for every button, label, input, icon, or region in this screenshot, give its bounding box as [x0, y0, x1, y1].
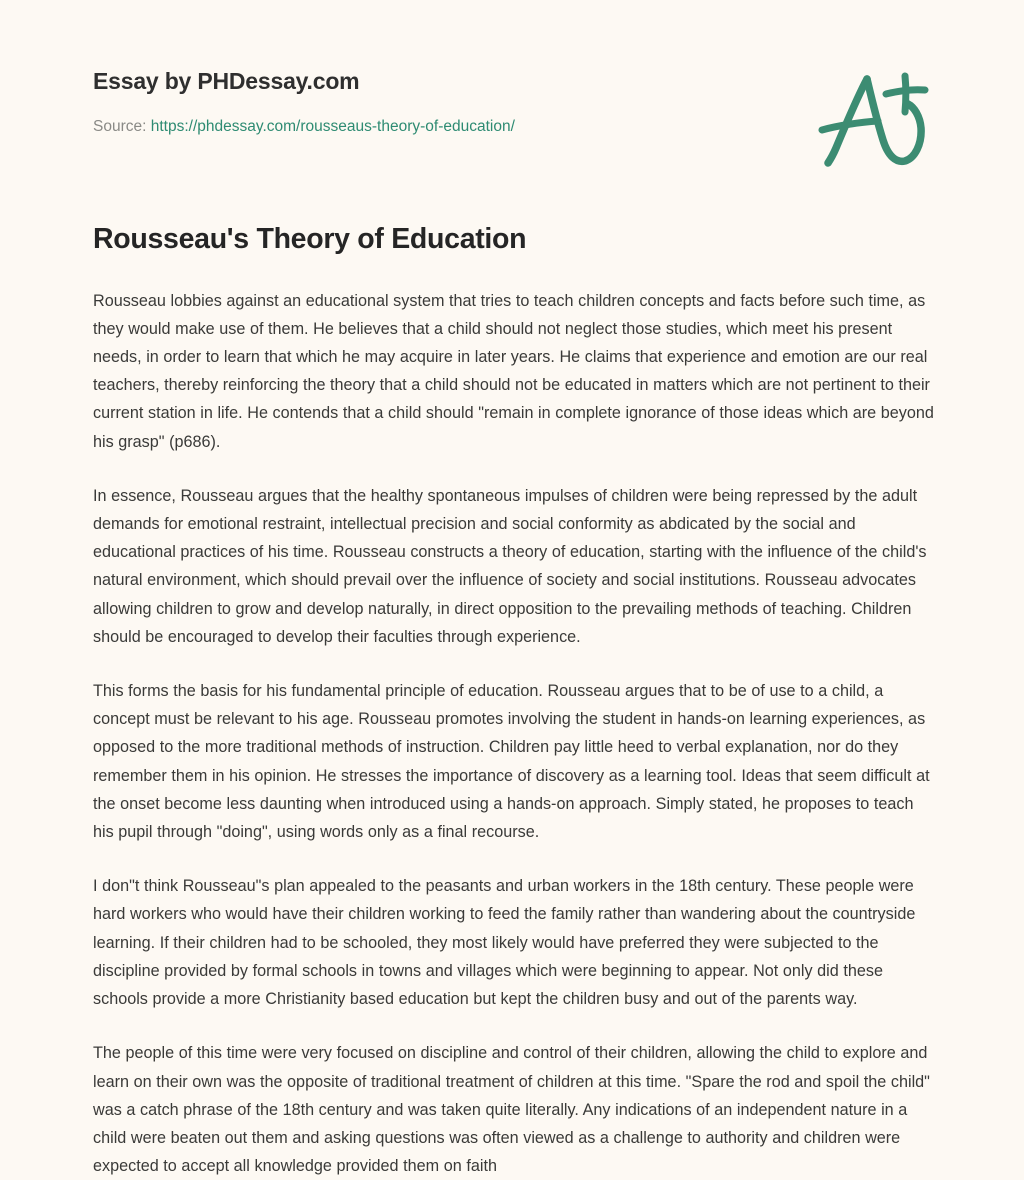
a-plus-icon: [816, 68, 936, 172]
paragraph: The people of this time were very focused on discipline and control of their children, allowing the child to explore and learn on their own was the opposite of traditional treatment of children at this time. "Spare the rod and spoil the child" was a catch phrase of the 18th century and was taken quite literally. Any indications of an independent nature in a child were beaten out them and asking questions was often viewed as a challenge to authority and children were expected to accept all knowledge provided them on faith: [93, 1044, 930, 1176]
article: [93, 222, 936, 1180]
brand-title: Essay by PHDessay.com: [93, 68, 360, 94]
paragraph: This forms the basis for his fundamental principle of education. Rousseau argues that to be of use to a child, a concept must be relevant to his age. Rousseau promotes involving the student in hands-on learning experiences, as opposed to the more traditional methods of instruction. Children pay little heed to verbal explanation, nor do they remember them in his opinion. He stresses the importance of discovery as a learning tool. Ideas that seem difficult at the onset become less daunting when introduced using a hands-on approach. Simply stated, he proposes to teach his pupil through "doing", using words only as a final recourse.: [93, 682, 930, 842]
article-body: [93, 287, 936, 1180]
paragraph: Rousseau lobbies against an educational system that tries to teach children concepts and facts before such time, as they would make use of them. He believes that a child should not neglect those studies, which meet his present needs, in order to learn that which he may acquire in later years. He claims that experience and emotion are our real teachers, thereby reinforcing the theory that a child should not be educated in matters which are not pertinent to their current station in life. He contends that a child should "remain in complete ignorance of those ideas which are beyond his grasp" (p686).: [93, 291, 934, 451]
a-plus-logo: [816, 68, 936, 172]
paragraph: I don"t think Rousseau"s plan appealed to the peasants and urban workers in the 18th century. These people were hard workers who would have their children working to feed the family rather than wandering about the countryside learning. If their children had to be schooled, they most likely would have preferred they were subjected to the discipline provided by formal schools in towns and villages which were beginning to appear. Not only did these schools provide a more Christianity based education but kept the children busy and out of the parents way.: [93, 877, 916, 1009]
source-label: Source:: [93, 117, 147, 135]
source-url-link[interactable]: https://phdessay.com/rousseaus-theory-of-education/: [150, 117, 515, 135]
page-title: Rousseau's Theory of Education: [93, 223, 527, 255]
page-header: [93, 68, 933, 137]
source-line: [93, 116, 933, 138]
paragraph: In essence, Rousseau argues that the healthy spontaneous impulses of children were being repressed by the adult demands for emotional restraint, intellectual precision and social conformity as abdicated by the social and educational practices of his time. Rousseau constructs a theory of education, starting with the influence of the child's natural environment, which should prevail over the influence of society and social institutions. Rousseau advocates allowing children to grow and develop naturally, in direct opposition to the prevailing methods of teaching. Children should be encouraged to develop their faculties through experience.: [93, 486, 927, 646]
